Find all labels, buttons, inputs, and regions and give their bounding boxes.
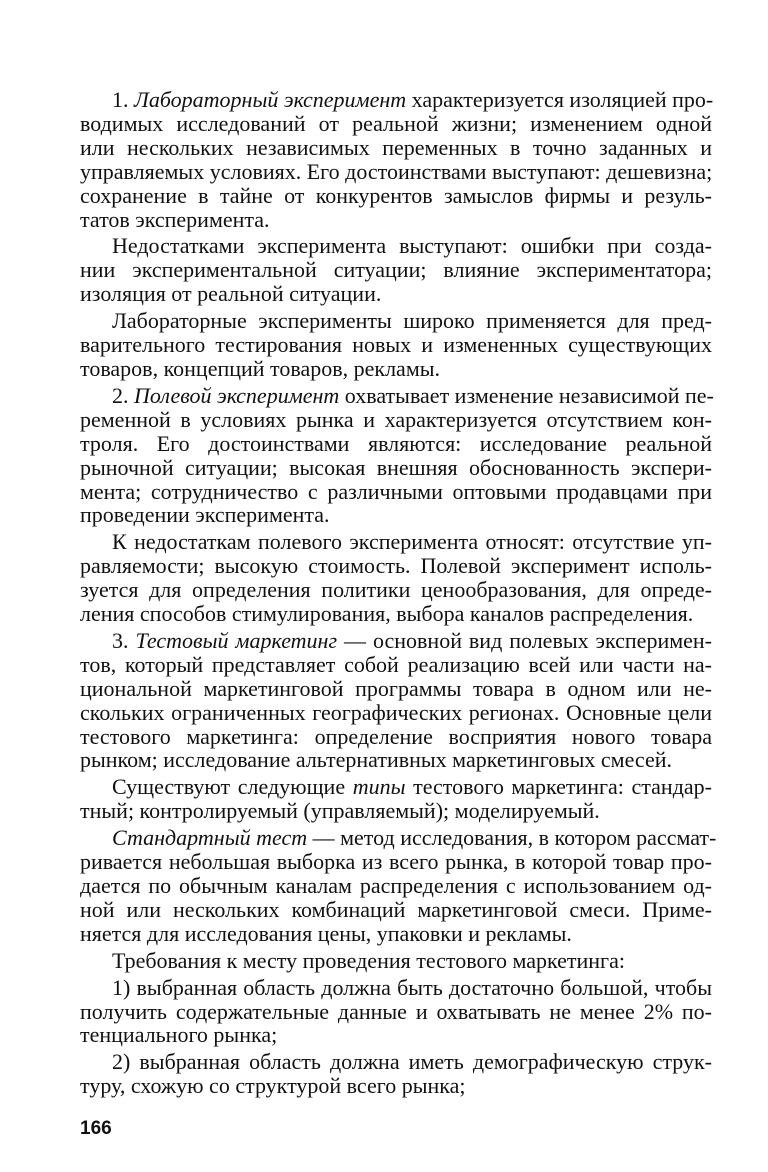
text-line [80, 208, 712, 232]
text-run: 1. [112, 87, 134, 112]
text-line [80, 1000, 712, 1024]
text-line [80, 653, 712, 677]
paragraph [80, 530, 712, 626]
page-number: 166 [80, 1118, 112, 1139]
text-line [80, 629, 712, 653]
text-line [80, 309, 712, 333]
text-run: 3. [112, 627, 136, 653]
text-run: или нескольких независимых переменных в точно заданных и [80, 134, 712, 160]
text-line [80, 825, 717, 851]
text-run: ременной в условиях рынка и характеризуется отсутствием кон- [80, 406, 712, 432]
italic-term: типы [352, 774, 406, 800]
text-line [80, 258, 712, 282]
text-run: ривается небольшая выборка из всего рынка, в которой товар про- [80, 849, 712, 875]
text-run: — основной вид полевых эксперимен- [337, 627, 712, 653]
text-line [80, 282, 712, 306]
text-line [80, 432, 712, 456]
text-line [80, 554, 712, 578]
text-run: рынком; исследование альтернативных маркетинговых смесей. [80, 747, 672, 773]
text-line [80, 949, 712, 973]
text-line [80, 357, 712, 381]
text-run: Недостатками эксперимента выступают: ошибки при созда- [112, 233, 712, 259]
text-line [80, 677, 712, 701]
text-line [80, 725, 712, 749]
text-run: водимых исследований от реальной жизни; изменением одной [80, 110, 712, 136]
text-run: троля. Его достоинствами являются: исследование реальной [80, 430, 712, 456]
text-run: изоляция от реальной ситуации. [80, 281, 382, 307]
text-line [80, 88, 712, 112]
paragraph [80, 949, 712, 973]
text-run: дается по обычным каналам распределения с использованием од- [80, 873, 712, 898]
text-run: мента; сотрудничество с различными оптовыми продавцами при [80, 478, 712, 504]
text-run: 2) выбранная область должна иметь демографическую струк- [112, 1049, 712, 1075]
text-line [80, 136, 712, 160]
paragraph [80, 629, 712, 772]
text-line [80, 850, 712, 874]
paragraph [80, 1050, 712, 1098]
text-run: тестового маркетинга: стандар- [405, 774, 712, 800]
text-run: равляемости; высокую стоимость. Полевой эксперимент исполь- [80, 553, 712, 579]
text-line [80, 384, 712, 408]
text-line [80, 530, 712, 554]
body-text [80, 87, 717, 1099]
italic-term: Полевой эксперимент [134, 382, 340, 408]
text-run: тестового маркетинга: определение восприятия нового товара [80, 723, 712, 749]
text-line [80, 456, 712, 480]
text-line [80, 578, 712, 602]
text-run: К недостаткам полевого эксперимента относят: отсутствие уп- [112, 529, 712, 555]
text-line [80, 748, 712, 772]
text-run: — метод исследования, в котором рассмат- [307, 825, 717, 851]
text-line [80, 922, 712, 946]
text-run: зуется для определения политики ценообразования, для опреде- [80, 577, 712, 603]
text-run: Лабораторные эксперименты широко применяется для пред- [112, 308, 712, 334]
text-line [80, 1050, 712, 1074]
text-run: ной или нескольких комбинаций маркетинговой смеси. Приме- [80, 896, 712, 922]
text-run: ления способов стимулирования, выбора каналов распределения. [80, 601, 694, 627]
text-line [80, 503, 712, 527]
text-line [80, 701, 712, 725]
text-run: нии экспериментальной ситуации; влияние экспериментатора; [80, 257, 712, 283]
text-run: 1) выбранная область должна быть достаточно большой, чтобы [112, 974, 712, 1000]
text-run: циональной маркетинговой программы товара в одном или не- [80, 675, 712, 701]
text-run: проведении эксперимента. [80, 502, 330, 528]
paragraph [80, 384, 712, 527]
paragraph [80, 976, 712, 1048]
text-run: тный; контролируемый (управляемый); моделируемый. [80, 798, 600, 824]
paragraph [80, 775, 712, 823]
text-run: тенциального рынка; [80, 1022, 278, 1048]
italic-term: Тестовый маркетинг [135, 627, 338, 653]
text-line [80, 898, 712, 922]
paragraph [80, 825, 717, 946]
text-line [80, 602, 712, 626]
text-run: получить содержательные данные и охватывать не менее 2% по- [80, 998, 712, 1024]
italic-term: Стандартный тест [112, 825, 308, 851]
text-line [80, 184, 712, 208]
text-line [80, 160, 712, 184]
text-run: охватывает изменение независимой пе- [339, 382, 714, 408]
text-run: татов эксперимента. [80, 206, 270, 232]
text-run: няется для исследования цены, упаковки и рекламы. [80, 920, 572, 946]
text-line [80, 1074, 712, 1098]
text-line [80, 874, 712, 898]
text-line [80, 480, 712, 504]
text-line [80, 112, 712, 136]
text-run: скольких ограниченных географических регионах. Основные цели [80, 699, 712, 725]
text-line [80, 333, 712, 357]
text-line [80, 408, 712, 432]
text-line [80, 799, 712, 823]
paragraph [80, 88, 712, 231]
paragraph [80, 234, 712, 306]
text-run: рыночной ситуации; высокая внешняя обоснованность экспери- [80, 454, 712, 480]
text-run: Требования к месту проведения тестового маркетинга: [112, 947, 625, 973]
paragraph [80, 309, 712, 381]
text-line [80, 976, 712, 1000]
text-run: управляемых условиях. Его достоинствами выступают: дешевизна; [80, 158, 713, 184]
text-run: тов, который представляет собой реализацию всей или части на- [80, 651, 712, 677]
text-run: варительного тестирования новых и измененных существующих [80, 332, 712, 358]
text-run: товаров, концепций товаров, рекламы. [80, 355, 441, 381]
text-run: характеризуется изоляцией про- [406, 87, 714, 112]
text-run: Существуют следующие [112, 774, 353, 800]
text-line [80, 1023, 712, 1047]
text-line [80, 775, 712, 799]
text-run: сохранение в тайне от конкурентов замыслов фирмы и резуль- [80, 182, 712, 208]
italic-term: Лабораторный эксперимент [134, 87, 407, 112]
text-run: туру, схожую со структурой всего рынка; [80, 1073, 466, 1099]
text-line [80, 234, 712, 258]
text-run: 2. [112, 382, 134, 408]
